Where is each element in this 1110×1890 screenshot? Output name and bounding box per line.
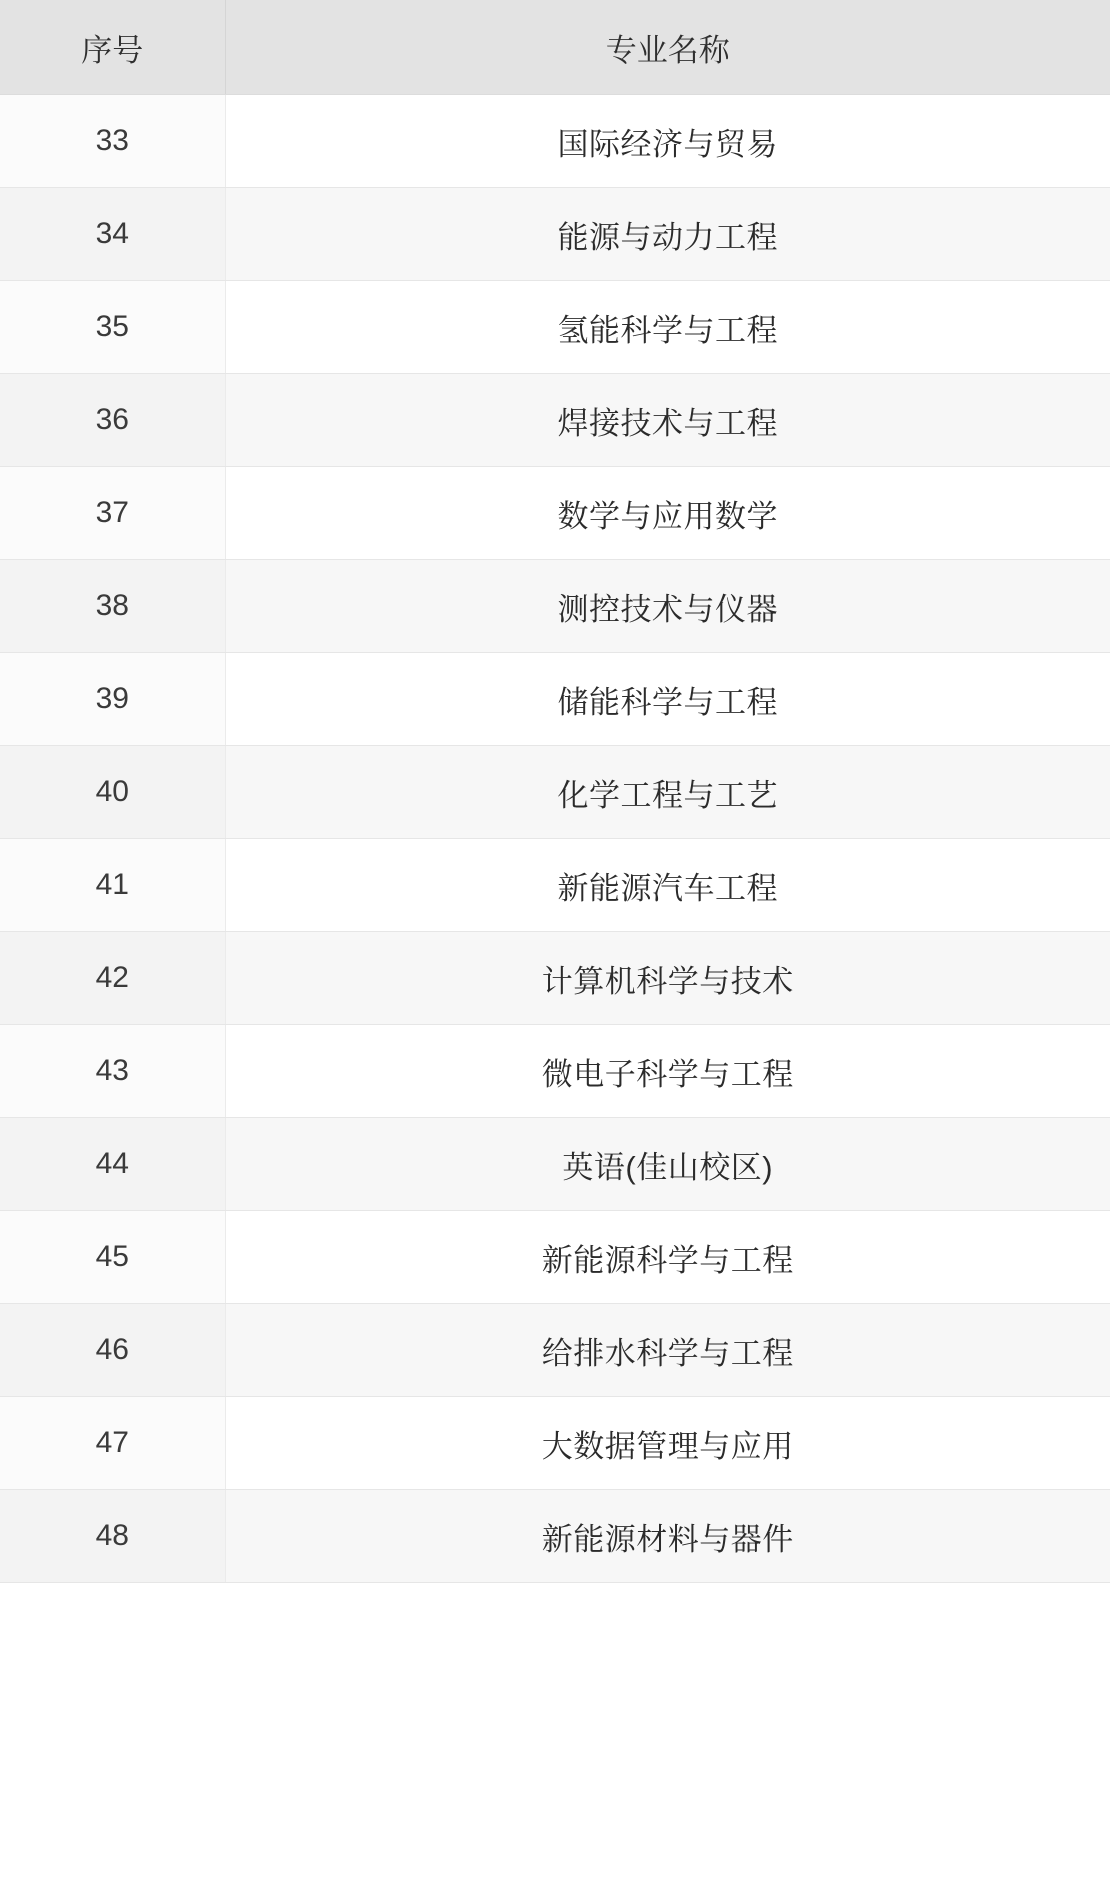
row-index-cell: 44 <box>0 1118 225 1211</box>
row-major-name-cell: 数学与应用数学 <box>225 467 1110 560</box>
row-major-name-cell: 氢能科学与工程 <box>225 281 1110 374</box>
row-major-name-cell: 新能源汽车工程 <box>225 839 1110 932</box>
table-row <box>0 746 1110 839</box>
row-major-name-cell: 新能源材料与器件 <box>225 1490 1110 1583</box>
row-index-cell: 39 <box>0 653 225 746</box>
row-index-cell: 34 <box>0 188 225 281</box>
row-index-cell: 43 <box>0 1025 225 1118</box>
row-index-cell: 36 <box>0 374 225 467</box>
table-row <box>0 467 1110 560</box>
row-index-cell: 48 <box>0 1490 225 1583</box>
row-major-name-cell: 计算机科学与技术 <box>225 932 1110 1025</box>
row-major-name-cell: 能源与动力工程 <box>225 188 1110 281</box>
row-index-cell: 35 <box>0 281 225 374</box>
table-row <box>0 839 1110 932</box>
row-major-name-cell: 储能科学与工程 <box>225 653 1110 746</box>
table-body <box>0 95 1110 1583</box>
table-row <box>0 95 1110 188</box>
row-major-name-cell: 微电子科学与工程 <box>225 1025 1110 1118</box>
row-major-name-cell: 新能源科学与工程 <box>225 1211 1110 1304</box>
table-row <box>0 560 1110 653</box>
table-row <box>0 1025 1110 1118</box>
table-header <box>0 0 1110 95</box>
row-index-cell: 38 <box>0 560 225 653</box>
row-major-name-cell: 给排水科学与工程 <box>225 1304 1110 1397</box>
row-index-cell: 40 <box>0 746 225 839</box>
row-index-cell: 47 <box>0 1397 225 1490</box>
table-row <box>0 1397 1110 1490</box>
row-major-name-cell: 化学工程与工艺 <box>225 746 1110 839</box>
row-major-name-cell: 国际经济与贸易 <box>225 95 1110 188</box>
table-row <box>0 188 1110 281</box>
row-index-cell: 37 <box>0 467 225 560</box>
column-header-index: 序号 <box>0 0 225 95</box>
row-index-cell: 33 <box>0 95 225 188</box>
table-row <box>0 281 1110 374</box>
row-index-cell: 42 <box>0 932 225 1025</box>
row-major-name-cell: 测控技术与仪器 <box>225 560 1110 653</box>
row-major-name-cell: 大数据管理与应用 <box>225 1397 1110 1490</box>
table-row <box>0 932 1110 1025</box>
table-row <box>0 1304 1110 1397</box>
table-row <box>0 653 1110 746</box>
table-header-row <box>0 0 1110 95</box>
row-major-name-cell: 焊接技术与工程 <box>225 374 1110 467</box>
row-index-cell: 46 <box>0 1304 225 1397</box>
column-header-name: 专业名称 <box>225 0 1110 95</box>
table-row <box>0 1118 1110 1211</box>
table-row <box>0 1211 1110 1304</box>
table-row <box>0 374 1110 467</box>
row-index-cell: 41 <box>0 839 225 932</box>
row-major-name-cell: 英语(佳山校区) <box>225 1118 1110 1211</box>
table-row <box>0 1490 1110 1583</box>
row-index-cell: 45 <box>0 1211 225 1304</box>
